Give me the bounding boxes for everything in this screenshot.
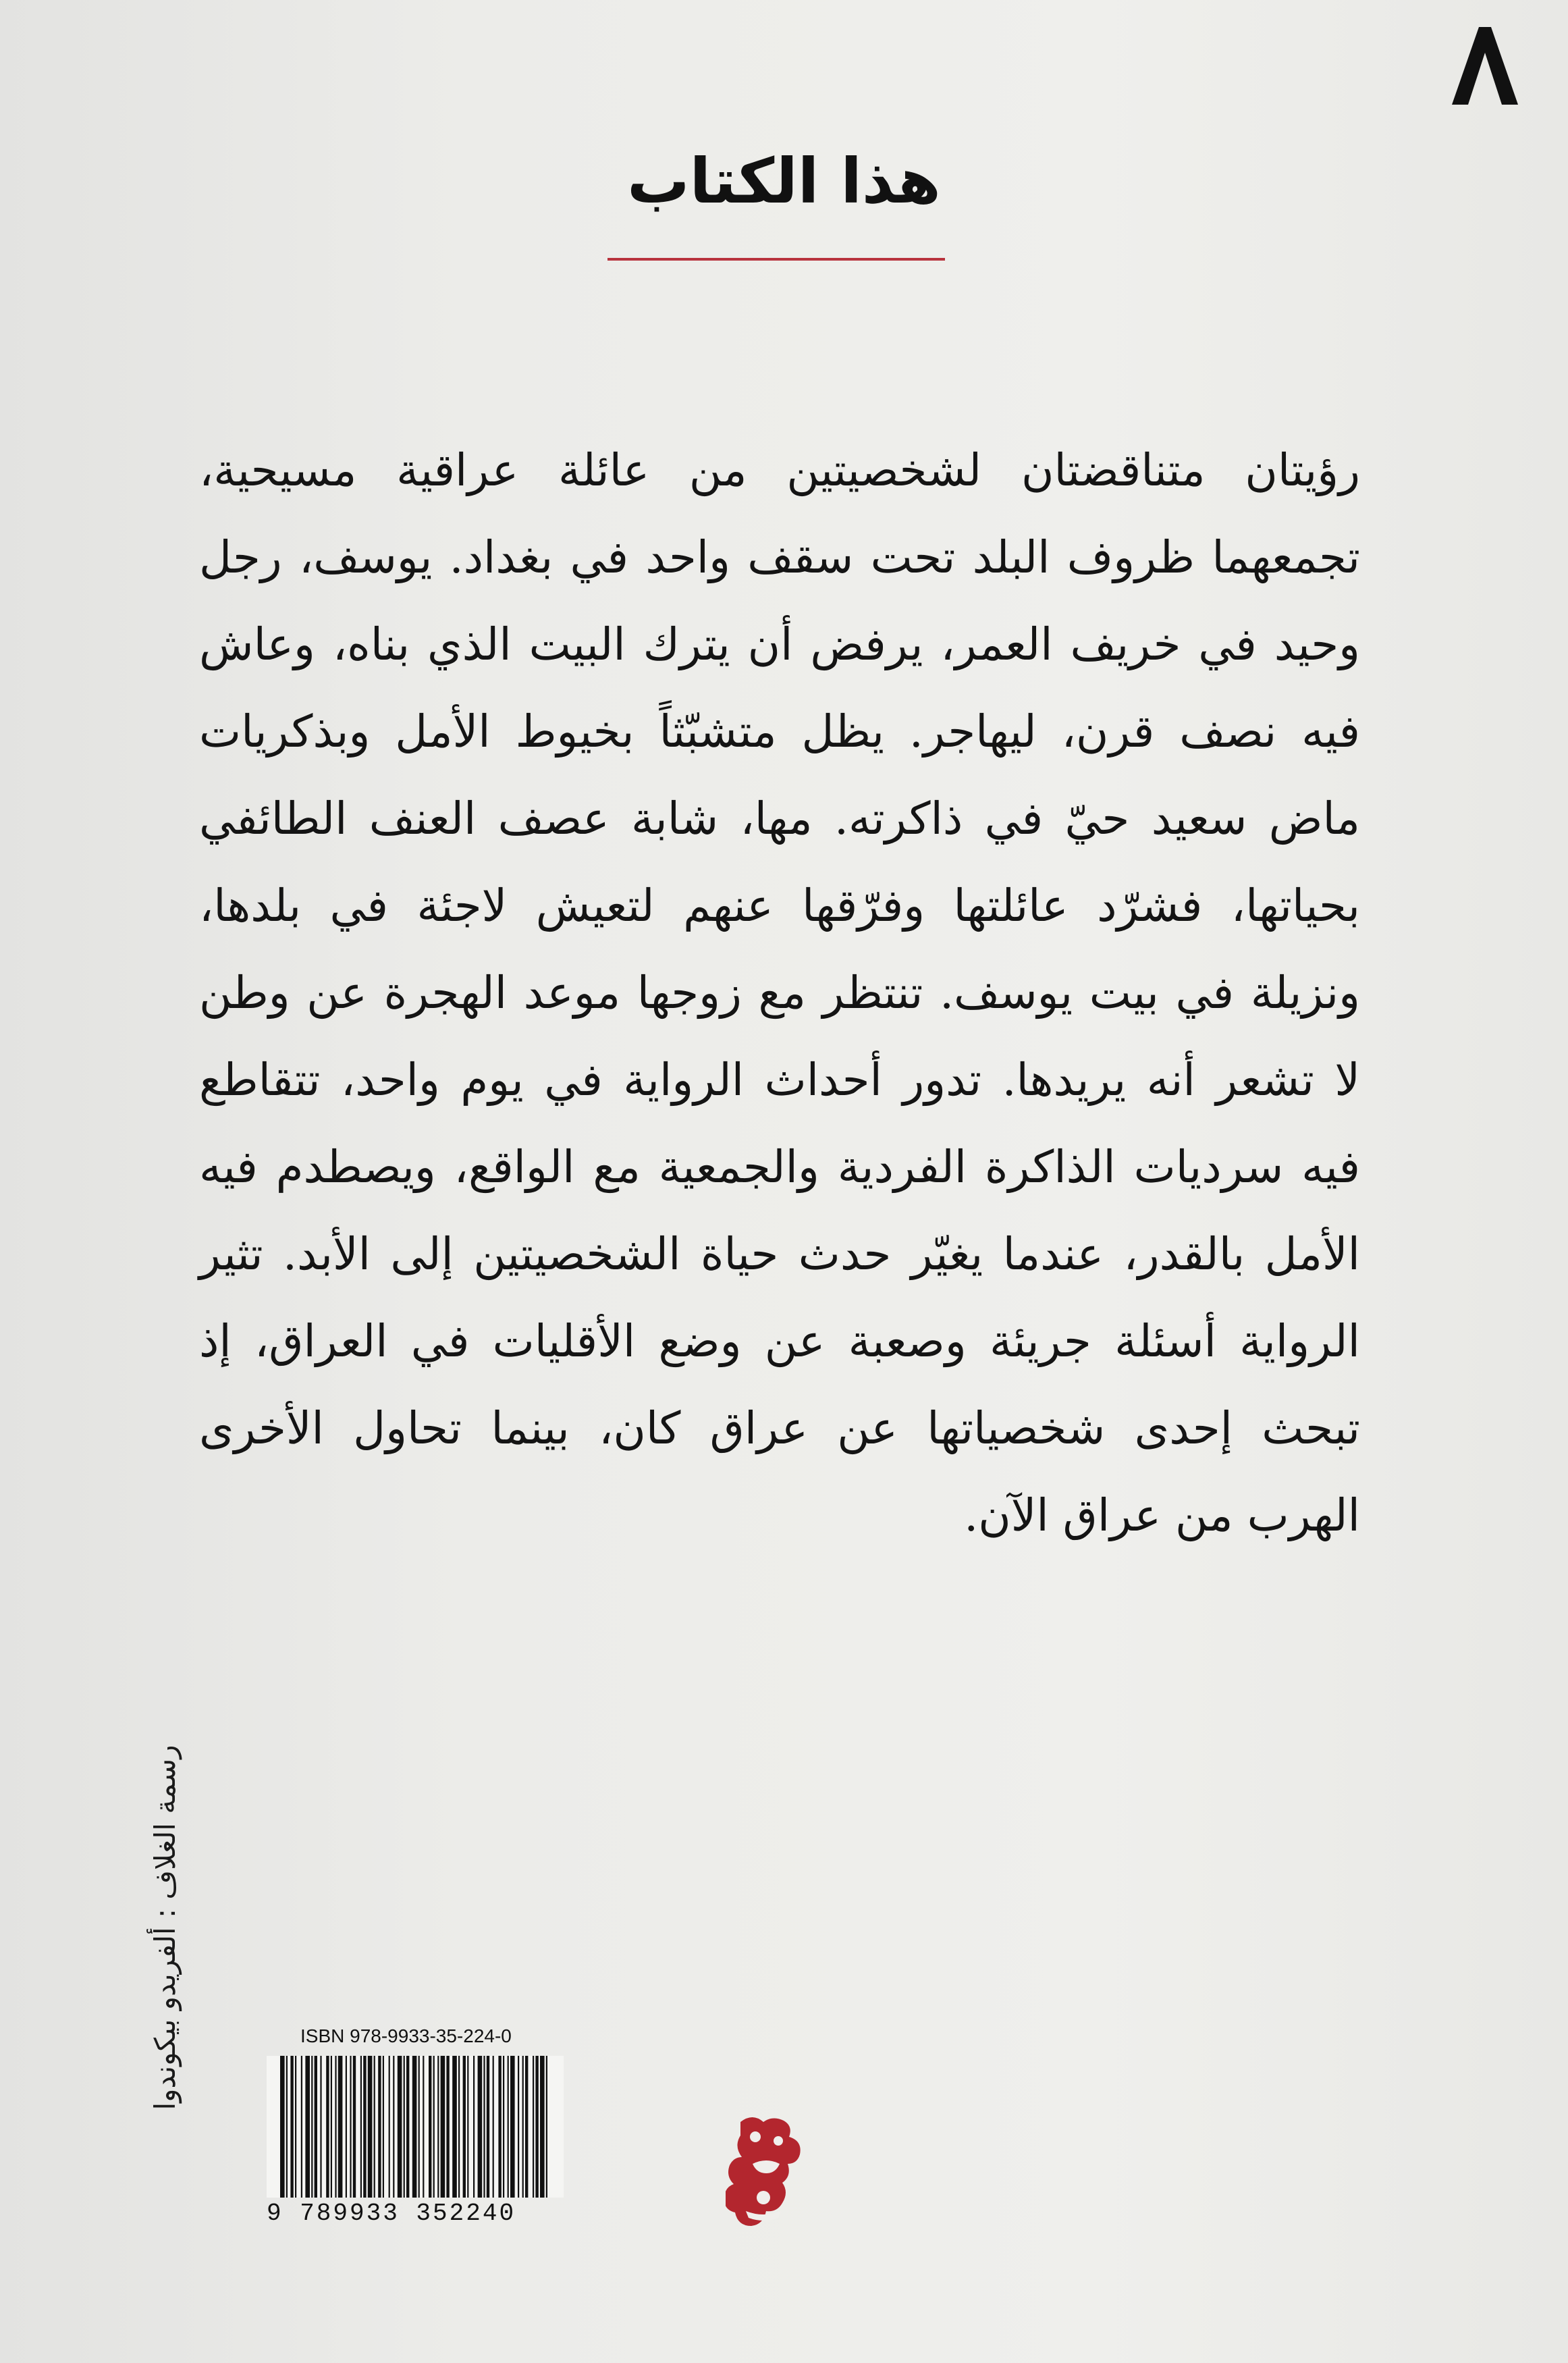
barcode-bar bbox=[406, 2056, 409, 2198]
barcode-bar bbox=[280, 2056, 285, 2198]
barcode-bar bbox=[458, 2056, 460, 2198]
barcode-bar bbox=[383, 2056, 384, 2198]
barcode-digits: 9 789933 352240 bbox=[267, 2200, 516, 2227]
barcode-bars bbox=[267, 2056, 564, 2198]
barcode-bar bbox=[525, 2056, 528, 2198]
barcode-bar bbox=[437, 2056, 439, 2198]
barcode-bar bbox=[433, 2056, 435, 2198]
barcode-bar bbox=[311, 2056, 313, 2198]
publisher-numeral-icon bbox=[1440, 14, 1528, 115]
barcode-bar bbox=[493, 2056, 494, 2198]
barcode-bar bbox=[290, 2056, 293, 2198]
barcode-bar bbox=[429, 2056, 431, 2198]
barcode-bar bbox=[535, 2056, 538, 2198]
barcode-bar bbox=[540, 2056, 545, 2198]
barcode-bar bbox=[326, 2056, 329, 2198]
barcode-bar bbox=[389, 2056, 390, 2198]
barcode-bar bbox=[393, 2056, 394, 2198]
barcode-bar bbox=[378, 2056, 381, 2198]
barcode-bar bbox=[522, 2056, 524, 2198]
barcode bbox=[267, 2025, 564, 2235]
barcode-bar bbox=[338, 2056, 343, 2198]
barcode-bar bbox=[350, 2056, 351, 2198]
barcode-bar bbox=[518, 2056, 519, 2198]
barcode-bar bbox=[533, 2056, 534, 2198]
cover-credit: رسمة الغلاف : ألفريدو بيكوندوا bbox=[148, 1745, 182, 2110]
barcode-bar bbox=[404, 2056, 405, 2198]
publisher-stamp-logo bbox=[726, 2110, 813, 2238]
barcode-bar bbox=[315, 2056, 317, 2198]
barcode-bar bbox=[503, 2056, 504, 2198]
barcode-bar bbox=[478, 2056, 483, 2198]
barcode-bar bbox=[441, 2056, 445, 2198]
barcode-bar bbox=[498, 2056, 501, 2198]
barcode-bar bbox=[305, 2056, 310, 2198]
barcode-bar bbox=[286, 2056, 288, 2198]
barcode-bar bbox=[510, 2056, 515, 2198]
barcode-bar bbox=[374, 2056, 375, 2198]
barcode-bar bbox=[295, 2056, 296, 2198]
barcode-bar bbox=[418, 2056, 420, 2198]
barcode-bar bbox=[452, 2056, 457, 2198]
barcode-bar bbox=[487, 2056, 489, 2198]
isbn-label: ISBN 978-9933-35-224-0 bbox=[300, 2025, 512, 2046]
barcode-bar bbox=[446, 2056, 449, 2198]
barcode-bar bbox=[546, 2056, 547, 2198]
barcode-bar bbox=[346, 2056, 347, 2198]
barcode-bar bbox=[368, 2056, 373, 2198]
barcode-bar bbox=[398, 2056, 402, 2198]
barcode-bar bbox=[412, 2056, 417, 2198]
barcode-bar bbox=[353, 2056, 356, 2198]
barcode-bar bbox=[301, 2056, 302, 2198]
barcode-bar bbox=[360, 2056, 362, 2198]
barcode-bar bbox=[335, 2056, 336, 2198]
barcode-bar bbox=[463, 2056, 466, 2198]
barcode-bar bbox=[473, 2056, 475, 2198]
barcode-bar bbox=[483, 2056, 485, 2198]
barcode-bar bbox=[331, 2056, 332, 2198]
barcode-bar bbox=[363, 2056, 366, 2198]
section-title: هذا الكتاب bbox=[627, 145, 941, 217]
book-blurb: رؤيتان متناقضتان لشخصيتين من عائلة عراقية مسيحية، تجمعهما ظروف البلد تحت سقف واحد في بغداد. يوسف، رجل وحيد في خريف العمر، يرفض أن يترك البيت الذي بناه، وعاش فيه نصف قرن، ليهاجر. يظل متشبّثاً بخيوط الأمل وبذكريات ماض سعيد حيّ في ذاكرته. مها، شابة عصف العنف الطائفي بحياتها، فشرّد عائلتها وفرّقها عنهم لتعيش لاجئة في بلدها، ونزيلة في بيت يوسف. تنتظر مع زوجها موعد الهجرة عن وطن لا تشعر أنه يريدها. تدور أحداث الرواية في يوم واحد، تتقاطع فيه سرديات الذاكرة الفردية والجمعية مع الواقع، ويصطدم فيه الأمل بالقدر، عندما يغيّر حدث حياة الشخصيتين إلى الأبد. تثير الرواية أسئلة جريئة وصعبة عن وضع الأقليات في العراق، إذ تبحث إحدى شخصياتها عن عراق كان، بينما تحاول الأخرى الهرب من عراق الآن. bbox=[199, 444, 1360, 1541]
title-underline bbox=[607, 258, 945, 261]
barcode-bar bbox=[467, 2056, 468, 2198]
barcode-bar bbox=[508, 2056, 509, 2198]
barcode-bar bbox=[423, 2056, 424, 2198]
barcode-bar bbox=[320, 2056, 321, 2198]
